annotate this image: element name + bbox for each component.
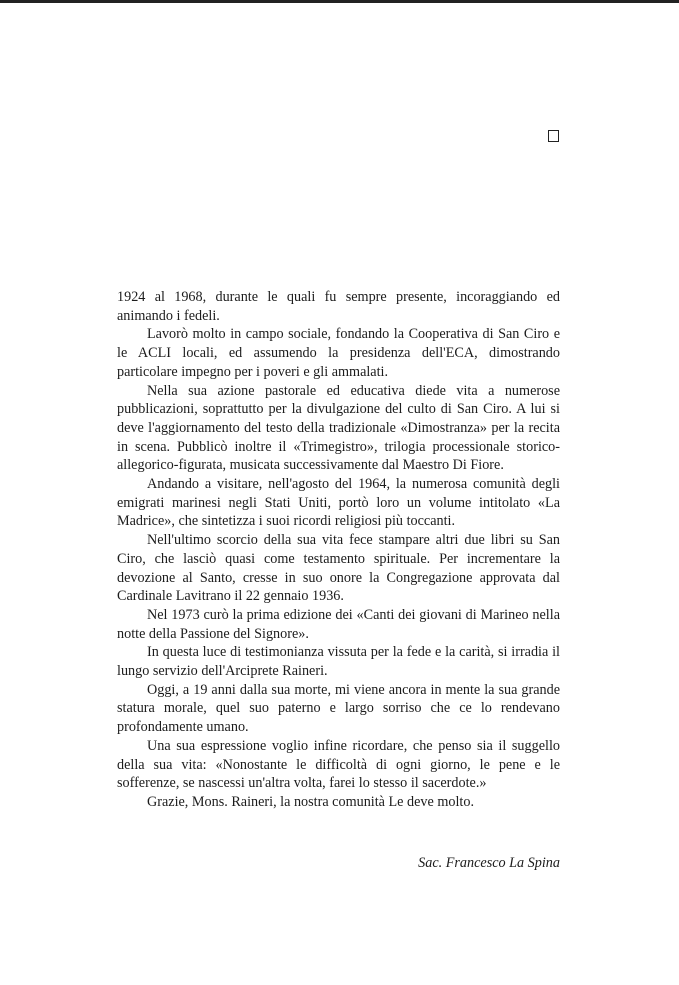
paragraph-social-work: Lavorò molto in campo sociale, fondando la Cooperativa di San Ciro e le ACLI locali, ed assumendo la presidenza dell'ECA, dimostrando particolare impegno per i poveri e gli ammalati. [117,326,560,380]
paragraph-publications: Nella sua azione pastorale ed educativa diede vita a numerose pubblicazioni, soprattutto per la divulgazione del culto di San Ciro. A lui si deve l'aggiornamento del testo della tradizionale «Dimostranza» per la recita in scena. Pubblicò inoltre il «Trimegistro», trilogia processionale storico-allegorico-figurata, musicata successivamente dal Maestro Di Fiore. [117,382,560,474]
top-border-line [0,0,679,3]
paragraph-visit-usa: Andando a visitare, nell'agosto del 1964, la numerosa comunità degli emigrati marinesi negli Stati Uniti, portò loro un volume intitolato «La Madrice», che sintetizza i suoi ricordi religiosi più toccanti. [117,476,560,530]
paragraph-last-books: Nell'ultimo scorcio della sua vita fece stampare altri due libri su San Ciro, che lasciò quasi come testamento spirituale. Per incrementare la devozione al Santo, cresse in suo onore la Congregazione approvata dal Cardinale Lavitrano il 22 gennaio 1936. [117,532,560,605]
author-signature: Sac. Francesco La Spina [418,855,560,871]
paragraph-quote: Una sua espressione voglio infine ricordare, che penso sia il suggello della sua vita: «Nonostante le difficoltà di ogni giorno, le pene e le sofferenze, se nascessi un'altra volta, farei lo stesso il sacerdote.» [117,737,560,792]
paragraph-testimony: In questa luce di testimonianza vissuta per la fede e la carità, si irradia il lungo servizio dell'Arciprete Raineri. [117,644,560,680]
body-text [117,288,560,812]
paragraph-thanks: Grazie, Mons. Raineri, la nostra comunità Le deve molto. [147,793,475,810]
paragraph-canti: Nel 1973 curò la prima edizione dei «Canti dei giovani di Marineo nella notte della Passione del Signore». [117,606,560,642]
paragraph-continuation: 1924 al 1968, durante le quali fu sempre presente, incoraggiando ed animando i fedeli. [117,289,560,324]
paragraph-memory: Oggi, a 19 anni dalla sua morte, mi viene ancora in mente la sua grande statura morale, quel suo paterno e largo sorriso che ce lo rendevano profondamente umano. [117,681,560,736]
square-mark-icon [548,130,559,142]
